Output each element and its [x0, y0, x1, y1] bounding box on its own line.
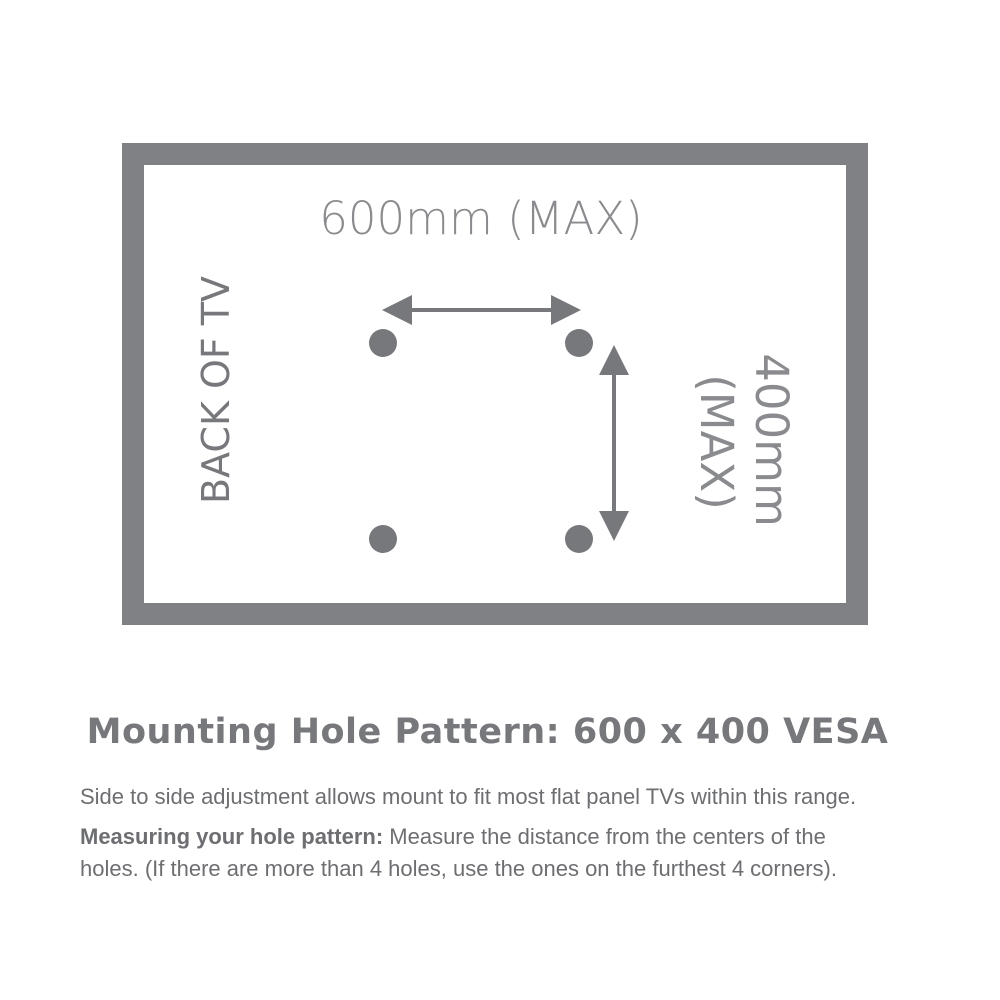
- back-of-tv-label: BACK OF TV: [194, 276, 238, 504]
- width-label: 600mm (MAX): [319, 192, 643, 245]
- height-label-max: (MAX): [690, 374, 743, 510]
- caption-measuring-line-2: holes. (If there are more than 4 holes, use the ones on the furthest 4 corners).: [80, 856, 837, 881]
- mounting-hole-bottom-right: [565, 525, 593, 553]
- caption-measuring-line: [80, 824, 826, 850]
- height-arrow: [599, 345, 629, 541]
- mounting-hole-top-right: [565, 329, 593, 357]
- mounting-hole-bottom-left: [369, 525, 397, 553]
- height-label-value: 400mm: [745, 353, 798, 527]
- measuring-label: Measuring your hole pattern:: [80, 824, 384, 849]
- mounting-hole-top-left: [369, 329, 397, 357]
- measuring-text: Measure the distance from the centers of the: [383, 824, 826, 849]
- caption-title: Mounting Hole Pattern: 600 x 400 VESA: [86, 712, 889, 752]
- caption-adjustment-text: Side to side adjustment allows mount to fit most flat panel TVs within this range.: [80, 784, 857, 809]
- width-arrow: [382, 295, 581, 325]
